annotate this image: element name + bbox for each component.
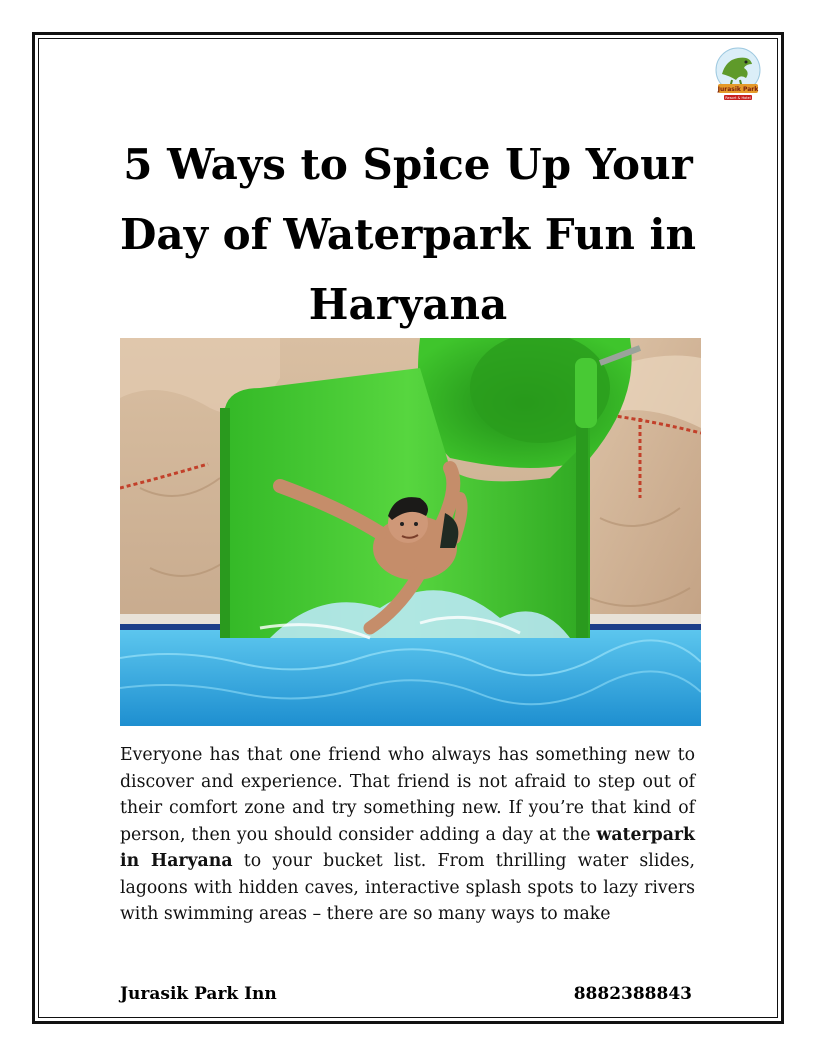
svg-text:Jurasik Park: Jurasik Park [717,86,759,93]
page-title: 5 Ways to Spice Up Your Day of Waterpark Fun in Haryana [119,140,697,329]
body-paragraph [120,742,695,928]
body-text-part1: Everyone has that one friend who always has something new to discover and experience. That friend is not afraid to step out of their comfort zone and try something new. If you’re that kind of person, then you should consider adding a day at the [120,745,695,845]
waterslide-photo [120,338,701,726]
jurasik-park-logo [712,46,764,104]
svg-text:Resort & Hotel: Resort & Hotel [725,96,751,100]
body-text-part2: to your bucket list. From thrilling water slides, lagoons with hidden caves, interactive splash spots to lazy rivers with swimming areas – there are so many ways to make [120,851,695,924]
footer-company: Jurasik Park Inn [120,984,277,1004]
footer-phone: 8882388843 [573,984,692,1004]
waterpark-keyword: waterpark in Haryana [120,824,695,871]
